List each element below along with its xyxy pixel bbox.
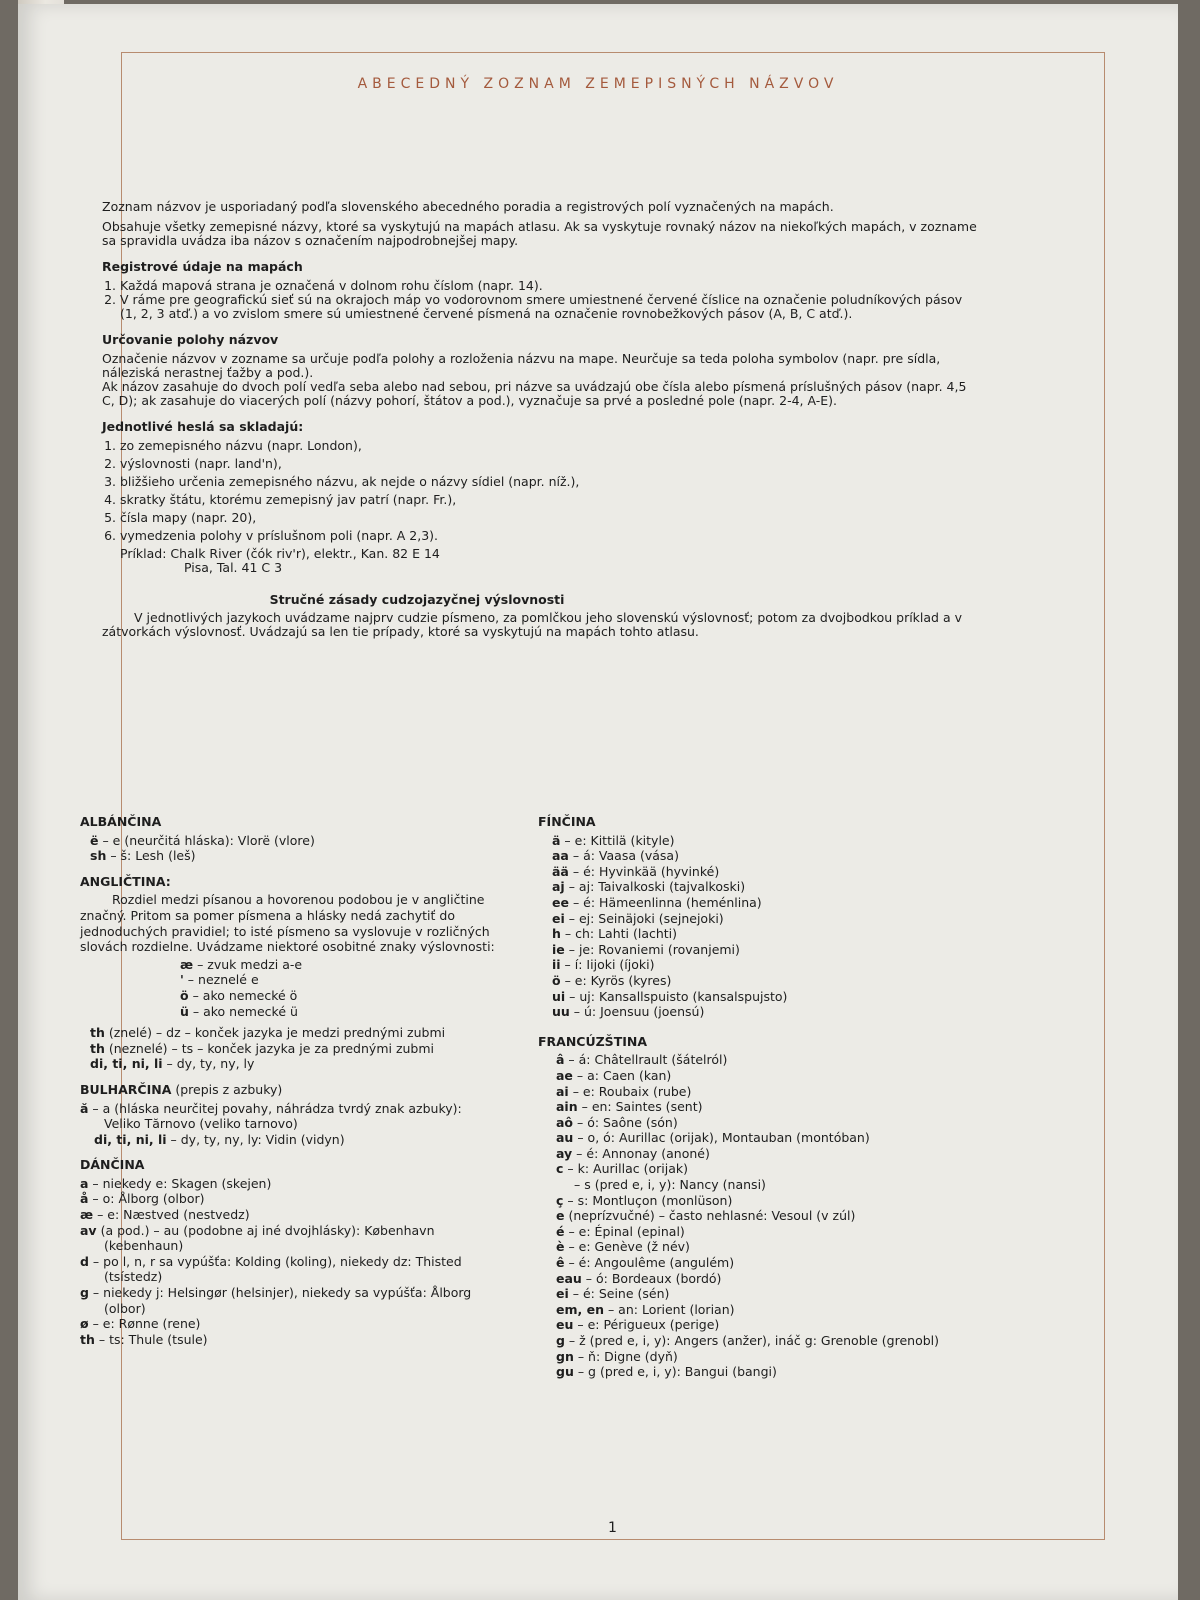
rule-text: – ž (pred e, i, y): Angers (anžer), ináč g: Grenoble (grenobl) (564, 1333, 939, 1348)
rule-letter: ii (552, 957, 561, 973)
rule-letter: th (90, 1040, 105, 1056)
rule-letter: è (556, 1239, 565, 1255)
rule-text: (a pod.) – au (podobne aj iné dvojhlásky): København (kebenhaun) (96, 1222, 435, 1254)
entry-item: 1. zo zemepisného názvu (napr. London), (120, 439, 982, 453)
rule-text: – ako nemecké ö (188, 987, 298, 1003)
rule-letter: ee (552, 894, 569, 910)
rule-text: – é: Annonay (anoné) (572, 1145, 710, 1161)
entry-item: 6. vymedzenia polohy v príslušnom poli (napr. A 2,3). (120, 529, 982, 543)
rule-text: – é: Hämeenlinna (heménlina) (568, 894, 762, 910)
rule-text: – ú: Joensuu (joensú) (569, 1004, 705, 1020)
rule-letter: sh (90, 848, 107, 864)
rule-line (556, 1349, 988, 1365)
rule-text: – e: Roubaix (rube) (568, 1083, 692, 1099)
rule-text: – dy, ty, ny, ly (162, 1056, 255, 1072)
page (18, 4, 1178, 1600)
rule-line (90, 848, 500, 864)
rule-text: – ako nemecké ü (188, 1003, 298, 1019)
rule-text: – ó: Saône (són) (573, 1114, 678, 1130)
entry-item: 4. skratky štátu, ktorému zemepisný jav patrí (napr. Fr.), (120, 493, 982, 507)
rule-text: – é: Angoulême (angulém) (564, 1255, 735, 1271)
rule-text: – s (pred e, i, y): Nancy (nansi) (574, 1177, 766, 1193)
rule-text: – aj: Taivalkoski (tajvalkoski) (564, 879, 746, 895)
rule-text: – e: Kyrös (kyres) (560, 972, 672, 988)
english-rules (90, 1025, 500, 1072)
rule-text: – niekedy e: Skagen (skejen) (88, 1175, 272, 1191)
rule-text: – é: Hyvinkää (hyvinké) (568, 863, 720, 879)
rule-line (552, 973, 988, 989)
rule-letter: gu (556, 1364, 574, 1380)
rule-letter: ai (556, 1083, 569, 1099)
rule-letter: d (80, 1253, 89, 1269)
rule-line (556, 1302, 988, 1318)
rule-letter: aô (556, 1114, 574, 1130)
rule-text: – s: Montluçon (monlüson) (563, 1192, 733, 1208)
rule-text: – a: Caen (kan) (572, 1067, 672, 1083)
rule-text: – uj: Kansallspuisto (kansalspujsto) (565, 988, 788, 1004)
intro-paragraph-2: Obsahuje všetky zemepisné názvy, ktoré sa vyskytujú na mapách atlasu. Ak sa vyskytuje rovnaký názov na niekoľkých mapách, v zozname sa spravidla uvádza iba názov s označením najpodrobnejšej mapy. (102, 219, 977, 248)
rule-line (556, 1084, 988, 1100)
rule-line (556, 1271, 988, 1287)
rule-text: – e: Genève (ž név) (564, 1239, 690, 1255)
lang-subtitle: (prepis z azbuky) (171, 1081, 283, 1097)
heading-position: Určovanie polohy názvov (102, 332, 279, 347)
rule-text: – k: Aurillac (orijak) (563, 1161, 688, 1177)
rule-line (180, 972, 500, 988)
rule-text: – neznelé e (183, 972, 259, 988)
rule-text: – é: Seine (sén) (568, 1286, 670, 1302)
rule-letter: ø (80, 1316, 89, 1332)
rule-letter: ui (552, 988, 566, 1004)
lang-heading-finnish: FÍNČINA (538, 814, 596, 829)
page-number: 1 (608, 1520, 617, 1536)
rule-line (552, 926, 988, 942)
rule-text: – po l, n, r sa vypúšťa: Kolding (koling), niekedy dz: Thisted (tsístedz) (88, 1253, 462, 1285)
lang-heading-bulgarian (80, 1082, 500, 1098)
rule-text: – e: Épinal (epinal) (564, 1223, 685, 1239)
rule-line (90, 1041, 500, 1057)
rule-text: – o, ó: Aurillac (orijak), Montauban (montóban) (573, 1130, 870, 1146)
rule-text: – ch: Lahti (lachti) (560, 926, 678, 942)
rule-letter: th (90, 1025, 105, 1041)
register-item: 1. Každá mapová strana je označená v dolnom rohu číslom (napr. 14). (120, 279, 982, 293)
rule-text: – dy, ty, ny, ly: Vidin (vidyn) (166, 1131, 345, 1147)
rule-letter: em, en (556, 1301, 604, 1317)
rule-line (556, 1239, 988, 1255)
rule-text: – a (hláska neurčitej povahy, náhrádza tvrdý znak azbuky): Veliko Tărnovo (veliko tarnovo) (88, 1100, 462, 1132)
albanian-rules (90, 833, 500, 864)
position-paragraph-2: Ak názov zasahuje do dvoch polí vedľa seba alebo nad sebou, pri názve sa uvádzajú obe čísla alebo písmená príslušných pásov (napr. 4,5 C, D); ak zasahuje do viacerých polí (názvy pohorí, štátov a pod.), vyznačuje sa prvé a posledné pole (napr. 2-4, A-E). (102, 379, 967, 408)
rule-letter: ie (552, 941, 565, 957)
rule-text: – e: Rønne (rene) (88, 1316, 201, 1332)
rule-line (556, 1224, 988, 1240)
intro-paragraph-1: Zoznam názvov je usporiadaný podľa slovenského abecedného poradia a registrových polí vyznačených na mapách. (102, 199, 834, 214)
rule-line (80, 1223, 500, 1254)
rule-line (180, 1004, 500, 1020)
rule-line (556, 1115, 988, 1131)
rule-letter: ö (552, 972, 561, 988)
rule-text: – g (pred e, i, y): Bangui (bangi) (573, 1364, 777, 1380)
rule-text: – š: Lesh (leš) (106, 848, 196, 864)
rule-text: (znelé) – dz – konček jazyka je medzi prednými zubmi (104, 1025, 446, 1041)
rule-line (80, 1254, 500, 1285)
rule-text: – niekedy j: Helsingør (helsinjer), niekedy sa vypúšťa: Ålborg (olbor) (88, 1285, 472, 1316)
page-title: ABECEDNÝ ZOZNAM ZEMEPISNÝCH NÁZVOV (357, 76, 839, 92)
heading-pronunciation: Stručné zásady cudzojazyčnej výslovnosti (269, 592, 565, 607)
rule-text: – e: Kittilä (kityle) (560, 832, 675, 848)
rule-letter: av (80, 1222, 97, 1238)
rule-line (552, 911, 988, 927)
rule-letter: ei (552, 910, 565, 926)
english-special-rules (180, 957, 500, 1019)
rule-letter: ü (180, 1003, 189, 1019)
rule-text: – e: Périgueux (perige) (573, 1317, 720, 1333)
rule-text: – e: Næstved (nestvedz) (93, 1207, 250, 1223)
rule-letter: ay (556, 1145, 573, 1161)
rule-letter: e (556, 1208, 565, 1224)
entries-list (102, 439, 982, 543)
rule-text: – e (neurčitá hláska): Vlorë (vlore) (98, 832, 315, 848)
rule-text: – ó: Bordeaux (bordó) (581, 1270, 722, 1286)
rule-text: – zvuk medzi a-e (193, 956, 303, 972)
rule-letter: ä (552, 832, 561, 848)
rule-line (80, 1285, 500, 1316)
rule-text: (neprízvučné) – často nehlasné: Vesoul (v zúl) (564, 1208, 856, 1224)
rule-line (552, 895, 988, 911)
rule-line (80, 1101, 500, 1132)
lang-heading-albanian: ALBÁNČINA (80, 814, 162, 829)
rule-letter: g (80, 1285, 89, 1301)
rule-line (90, 1056, 500, 1072)
rule-letter: gn (556, 1348, 574, 1364)
rule-text: – en: Saintes (sent) (577, 1099, 703, 1115)
position-paragraph-1: Označenie názvov v zozname sa určuje podľa polohy a rozloženia názvu na mape. Neurčuje sa teda poloha symbolov (napr. pre sídla, náleziská nerastnej ťažby a pod.). (102, 351, 941, 380)
rule-line (574, 1177, 988, 1193)
rule-letter: ê (556, 1255, 565, 1271)
lang-heading-french: FRANCÚZŠTINA (538, 1033, 648, 1049)
rule-line (556, 1193, 988, 1209)
danish-rules (80, 1176, 500, 1348)
entry-item: 5. čísla mapy (napr. 20), (120, 511, 982, 525)
rule-line (552, 1004, 988, 1020)
rule-letter: ' (180, 972, 184, 988)
rule-letter: aj (552, 879, 565, 895)
rule-text: – ts: Thule (tsule) (94, 1331, 208, 1347)
rule-letter: ë (90, 832, 99, 848)
rule-line (80, 1316, 500, 1332)
rule-text: – an: Lorient (lorian) (603, 1301, 735, 1317)
rule-line (552, 879, 988, 895)
rule-letter: a (80, 1175, 89, 1191)
rule-letter: ää (552, 863, 569, 879)
rule-line (90, 1025, 500, 1041)
rule-line (556, 1161, 988, 1177)
lang-heading-danish: DÁNČINA (80, 1157, 145, 1173)
example-line-2: Pisa, Tal. 41 C 3 (184, 560, 283, 575)
english-paragraph: Rozdiel medzi písanou a hovorenou podobou je v angličtine značný. Pritom sa pomer písmena a hlásky nedá zachytiť do jednoduchých pravidiel; to isté písmeno sa vyslovuje v rozličných slovách rozdielne. Uvádzame niektoré osobitné znaky výslovnosti: (80, 892, 495, 955)
entry-item: 2. výslovnosti (napr. land'n), (120, 457, 982, 471)
rule-letter: aa (552, 848, 569, 864)
rule-letter: ç (556, 1192, 564, 1208)
rule-letter: ae (556, 1067, 573, 1083)
heading-register: Registrové údaje na mapách (102, 259, 303, 274)
rule-letter: eu (556, 1317, 574, 1333)
rule-letter: æ (80, 1207, 94, 1223)
rule-line (90, 833, 500, 849)
rule-text: – á: Vaasa (vása) (568, 848, 679, 864)
rule-text: – í: Iijoki (íjoki) (560, 957, 655, 973)
rule-text: (neznelé) – ts – konček jazyka je za prednými zubmi (104, 1040, 435, 1056)
rule-letter: uu (552, 1004, 570, 1020)
bulgarian-rules (80, 1101, 500, 1148)
rule-line (552, 833, 988, 849)
rule-text: – o: Ålborg (olbor) (88, 1191, 205, 1207)
finnish-rules (552, 833, 988, 1020)
register-list (102, 279, 982, 321)
rule-line (556, 1130, 988, 1146)
rule-line (556, 1255, 988, 1271)
rule-line (94, 1132, 500, 1148)
rule-line (180, 957, 500, 973)
rule-text: – á: Châtellrault (šátelról) (564, 1052, 728, 1068)
rule-line (556, 1068, 988, 1084)
rule-line (556, 1208, 988, 1224)
rule-line (556, 1317, 988, 1333)
rule-letter: di, ti, ni, li (94, 1131, 167, 1147)
rule-line (80, 1207, 500, 1223)
rule-line (80, 1191, 500, 1207)
rule-line (556, 1364, 988, 1380)
rule-line (80, 1176, 500, 1192)
rule-line (180, 988, 500, 1004)
rule-line (552, 942, 988, 958)
lang-name: BULHARČINA (80, 1081, 172, 1097)
rule-text: – ej: Seinäjoki (sejnejoki) (564, 910, 724, 926)
rule-letter: é (556, 1223, 565, 1239)
rule-letter: g (556, 1333, 565, 1348)
example (120, 547, 982, 575)
rule-letter: å (80, 1191, 89, 1207)
left-column (80, 804, 500, 1347)
rule-line (80, 1332, 500, 1348)
register-item: 2. V ráme pre geografickú sieť sú na okrajoch máp vo vodorovnom smere umiestnené červené číslice na označenie poludníkových pásov (1, 2, 3 atď.) a vo zvislom smere sú umiestnené červené písmená na označenie rovnobežkových pásov (A, B, C atď.). (120, 293, 982, 321)
rule-text: – ň: Digne (dyň) (573, 1348, 678, 1364)
rule-line (552, 848, 988, 864)
rule-letter: h (552, 926, 561, 942)
rule-letter: æ (180, 956, 194, 972)
rule-line (552, 957, 988, 973)
rule-letter: th (80, 1331, 95, 1347)
rule-line (556, 1052, 988, 1068)
lang-heading-english: ANGLIČTINA: (80, 873, 171, 889)
rule-letter: ă (80, 1100, 89, 1116)
rule-text: – je: Rovaniemi (rovanjemi) (564, 941, 740, 957)
rule-line (556, 1099, 988, 1115)
pronunciation-paragraph: V jednotlivých jazykoch uvádzame najprv cudzie písmeno, za pomlčkou jeho slovenskú výslovnosť; potom za dvojbodkou príklad a v zátvorkách výslovnosť. Uvádzajú sa len tie prípady, ktoré sa vyskytujú na mapách tohto atlasu. (102, 610, 962, 639)
heading-entries: Jednotlivé heslá sa skladajú: (102, 419, 304, 434)
rule-letter: eau (556, 1270, 582, 1286)
intro-section (102, 200, 982, 645)
rule-line (552, 989, 988, 1005)
rule-letter: au (556, 1130, 574, 1146)
rule-letter: ei (556, 1286, 569, 1302)
rule-letter: c (556, 1161, 564, 1177)
rule-line (556, 1333, 988, 1349)
rule-letter: ain (556, 1099, 578, 1115)
rule-letter: ö (180, 987, 189, 1003)
right-column (538, 804, 988, 1380)
rule-letter: â (556, 1052, 565, 1068)
rule-line (556, 1286, 988, 1302)
french-rules (556, 1052, 988, 1379)
example-line-1: Príklad: Chalk River (čók riv'r), elektr., Kan. 82 E 14 (120, 546, 440, 561)
rule-letter: di, ti, ni, li (90, 1056, 163, 1072)
entry-item: 3. bližšieho určenia zemepisného názvu, ak nejde o názvy sídiel (napr. níž.), (120, 475, 982, 489)
rule-line (556, 1146, 988, 1162)
rule-line (552, 864, 988, 880)
